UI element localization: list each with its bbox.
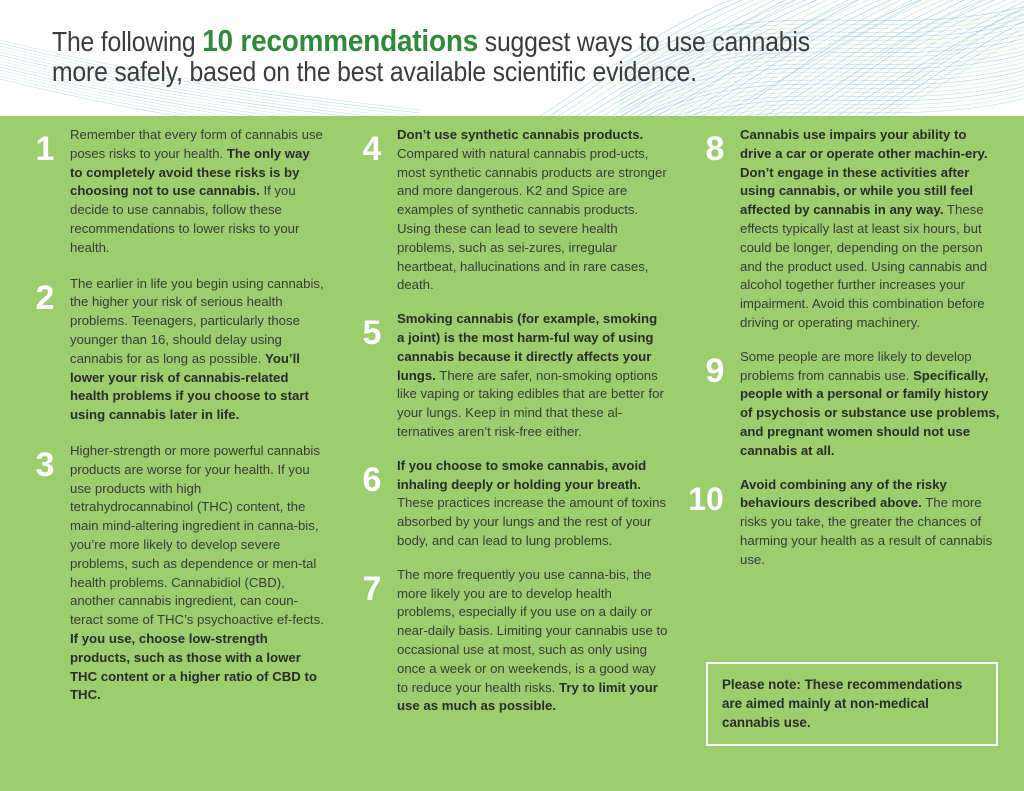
recommendation-number: 3 xyxy=(35,445,55,484)
recommendation-5 xyxy=(352,310,668,442)
recommendation-number: 6 xyxy=(362,460,382,499)
recommendation-number: 2 xyxy=(35,278,55,317)
recommendation-number: 8 xyxy=(705,130,725,168)
title-post: suggest ways to use cannabis more safely, based on the best available scientific evidence. xyxy=(52,26,810,87)
recommendation-1 xyxy=(25,126,325,258)
page-title xyxy=(52,23,862,87)
note-box xyxy=(706,662,998,746)
recommendation-text: Smoking cannabis (for example, smoking a joint) is the most harm-ful way of using cannabis because it directly affects your lungs. There are safer, non-smoking options like vaping or taking edibles that are better for your lungs. Keep in mind that these al-ternatives aren’t risk-free either. xyxy=(397,311,664,439)
recommendation-8 xyxy=(695,126,1000,333)
recommendation-text: If you choose to smoke cannabis, avoid inhaling deeply or holding your breath. These practices increase the amount of toxins absorbed by your lungs and the rest of your body, and can lead to lung problems. xyxy=(397,457,667,548)
recommendation-9 xyxy=(695,348,1000,461)
recommendation-number: 5 xyxy=(362,314,382,353)
recommendation-text: Remember that every form of cannabis use poses risks to your health. The only way to completely avoid these risks is by choosing not to use cannabis. If you decide to use cannabis, follow these recommendations to lower risks to your health. xyxy=(70,127,323,255)
recommendation-number: 1 xyxy=(35,130,55,168)
header xyxy=(0,0,1024,116)
recommendation-2 xyxy=(25,275,325,425)
recommendation-text: The earlier in life you begin using cannabis, the higher your risk of serious health problems. Teenagers, particularly those younger than 16, should delay using cannabis for as long as possible. You’ll lower your risk of cannabis-related health problems if you choose to start using cannabis later in life. xyxy=(70,275,324,423)
recommendations-panel xyxy=(0,116,1024,791)
recommendation-number: 7 xyxy=(362,569,382,608)
title-accent: 10 recommendations xyxy=(202,23,479,58)
recommendation-6 xyxy=(352,457,668,551)
recommendation-number: 9 xyxy=(705,351,725,390)
recommendation-7 xyxy=(352,566,668,716)
column-3 xyxy=(688,126,1000,570)
column-2 xyxy=(352,126,668,716)
title-pre: The following xyxy=(52,26,203,57)
recommendation-number: 4 xyxy=(362,130,382,168)
recommendation-4 xyxy=(352,126,668,295)
recommendation-text: Some people are more likely to develop problems from cannabis use. Specifically, people with a personal or family history of psychosis or substance use problems, and pregnant women should not use cannabis at all. xyxy=(740,348,1000,458)
note-text: Please note: These recommendations are aimed mainly at non-medical cannabis use. xyxy=(722,677,963,730)
recommendation-text: Cannabis use impairs your ability to drive a car or operate other machin-ery. Don’t engage in these activities after using cannabis, or while you still feel affected by cannabis in any way. These effects typically last at least six hours, but could be longer, depending on the person and the product used. Using cannabis and alcohol together further increases your impairment. Avoid this combination before driving or operating machinery. xyxy=(740,127,988,330)
recommendation-text: The more frequently you use canna-bis, the more likely you are to develop health problems, especially if you use on a daily or near-daily basis. Limiting your cannabis use to occasional use at most, such as only using once a week or on weekends, is a good way to reduce your health risks. Try to limit your use as much as possible. xyxy=(397,566,668,714)
recommendation-3 xyxy=(25,442,325,705)
recommendation-text: Avoid combining any of the risky behaviours described above. The more risks you take, the greater the chances of harming your health as a result of cannabis use. xyxy=(740,476,993,567)
column-1 xyxy=(25,126,325,705)
recommendation-text: Don’t use synthetic cannabis products. Compared with natural cannabis prod-ucts, most synthetic cannabis products are stronger and more dangerous. K2 and Spice are examples of synthetic cannabis products. Using these can lead to severe health problems, such as sei-zures, irregular heartbeat, hallucinations and in rare cases, death. xyxy=(397,127,667,293)
recommendation-number: 10 xyxy=(688,480,724,517)
recommendation-text: Higher-strength or more powerful cannabis products are worse for your health. If you use products with high tetrahydrocannabinol (THC) content, the main mind-altering ingredient in canna-bis, you’re more likely to develop severe problems, such as dependence or men-tal health problems. Cannabidiol (CBD), another cannabis ingredient, can coun-teract some of THC’s psychoactive ef-fects. If you use, choose low-strength products, such as those with a lower THC content or a higher ratio of CBD to THC. xyxy=(70,442,324,703)
recommendation-10 xyxy=(688,476,1000,570)
